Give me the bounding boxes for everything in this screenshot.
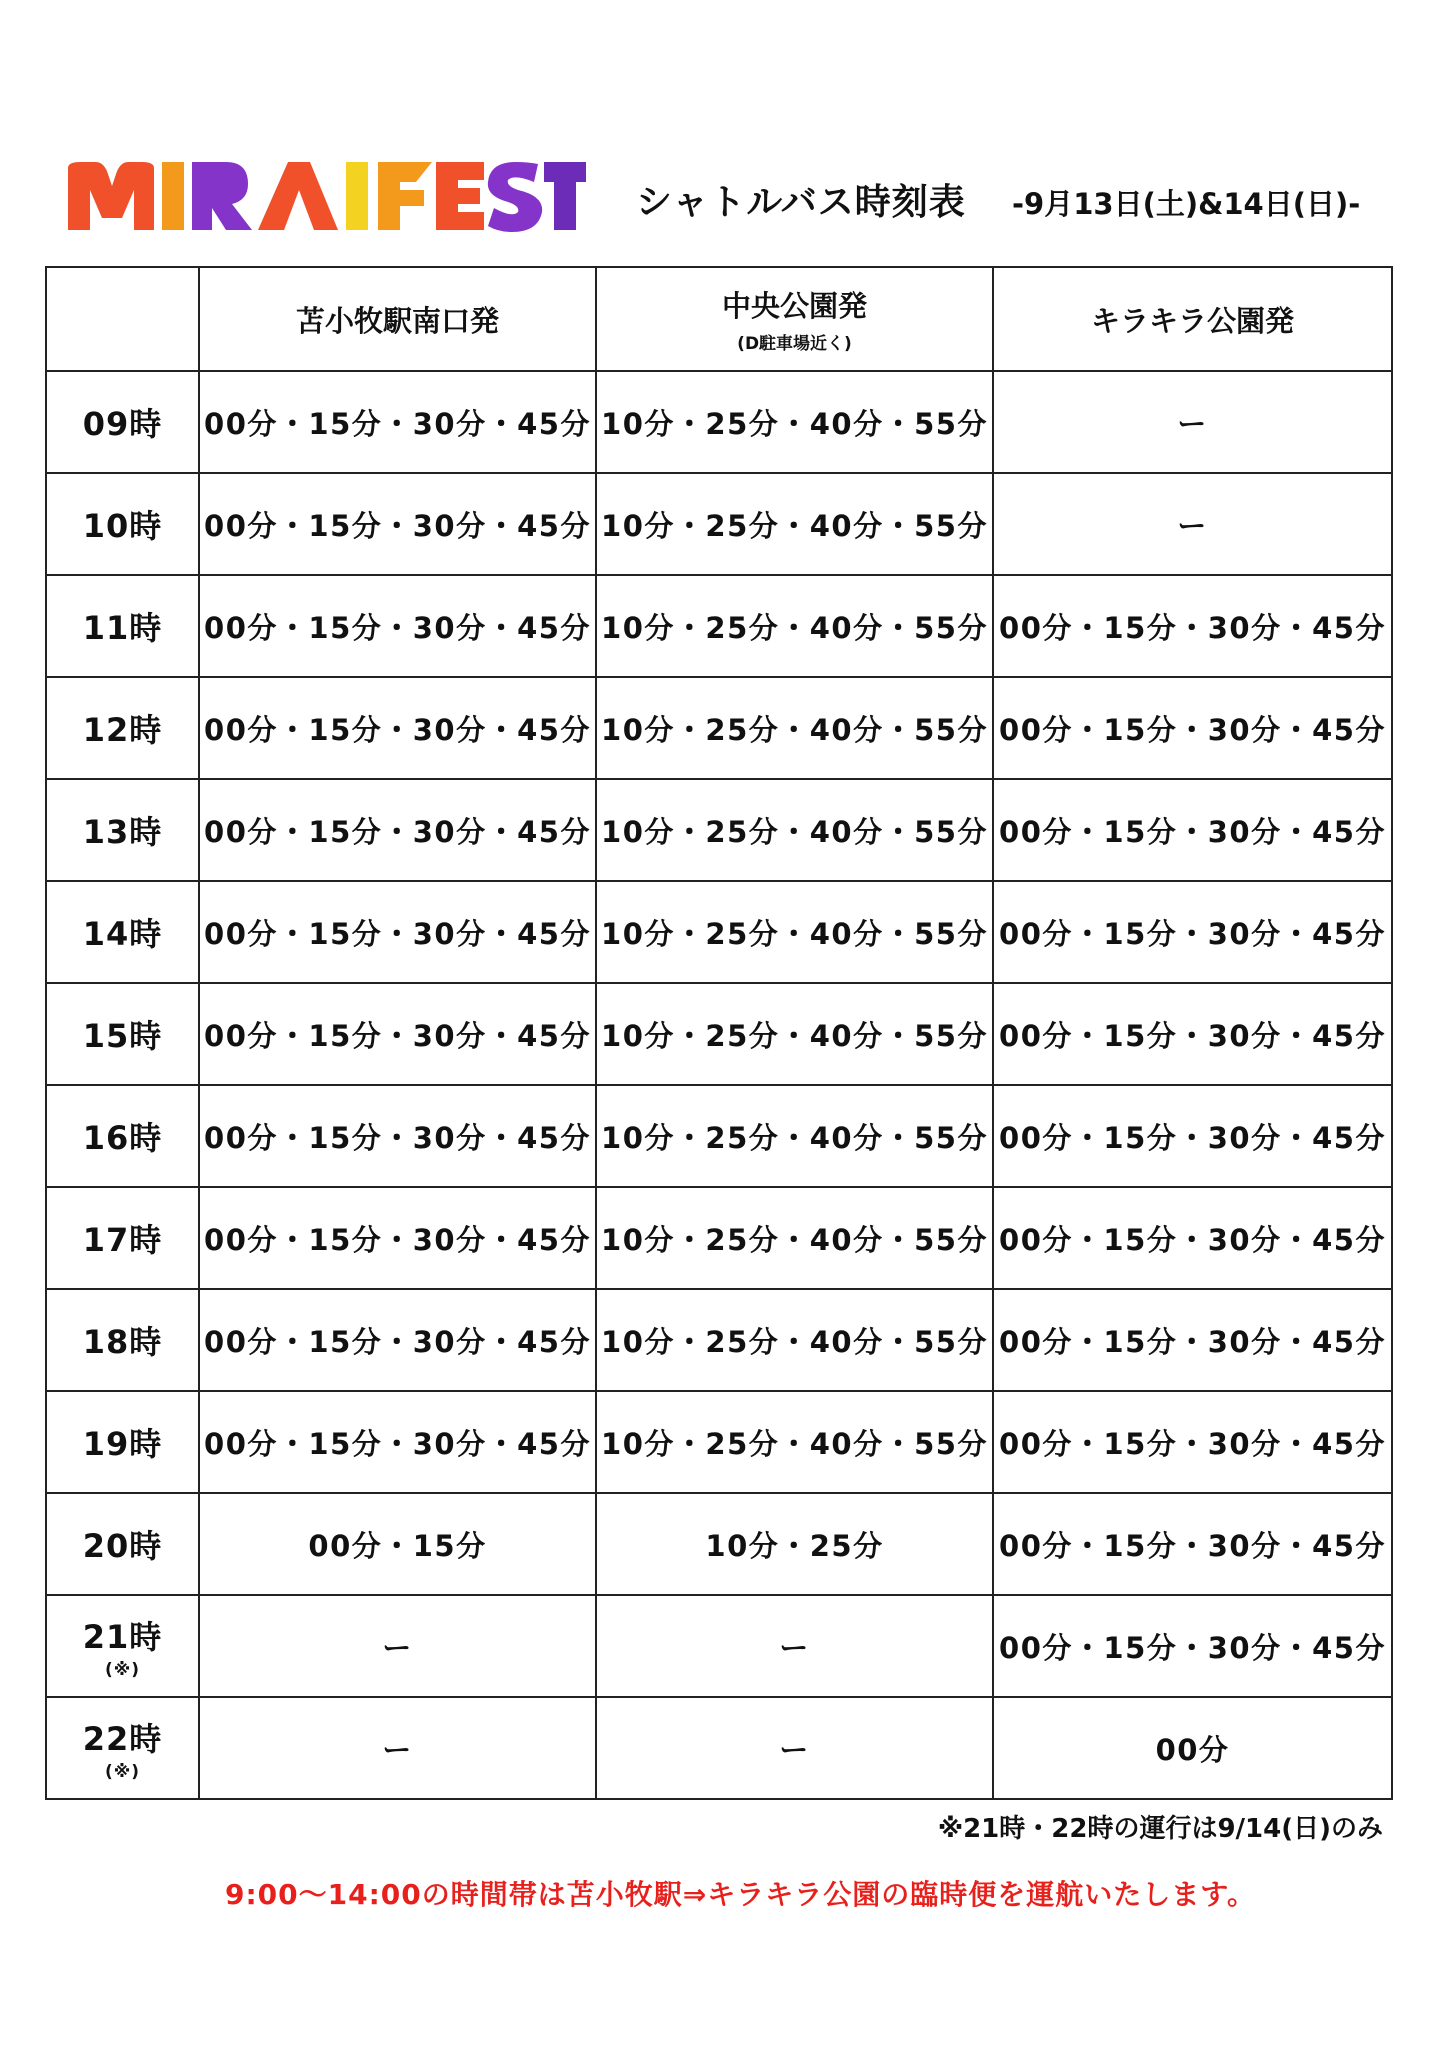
departure-times-cell: 00分・15分・30分・45分: [199, 677, 596, 779]
departure-times-cell: 10分・25分・40分・55分: [596, 881, 993, 983]
hour-label: 10時: [82, 507, 163, 545]
event-dates: -9月13日(土)&14日(日)-: [1012, 187, 1361, 221]
header-kirakira-park: [993, 267, 1392, 371]
header-tomakomai-station: [199, 267, 596, 371]
hour-label: 11時: [82, 609, 163, 647]
departure-times-cell: 00分・15分・30分・45分: [199, 1085, 596, 1187]
departure-times-cell: 00分・15分・30分・45分: [199, 473, 596, 575]
table-row: [46, 1187, 1392, 1289]
hour-cell: [46, 1085, 199, 1187]
departure-times-cell: 10分・25分・40分・55分: [596, 983, 993, 1085]
departure-times-cell: 10分・25分・40分・55分: [596, 677, 993, 779]
hour-cell: [46, 677, 199, 779]
hour-cell: [46, 1493, 199, 1595]
departure-times-cell: 00分・15分・30分・45分: [993, 575, 1392, 677]
header-corner-cell: [46, 267, 199, 371]
departure-times-cell: 00分・15分・30分・45分: [993, 1085, 1392, 1187]
hour-cell: [46, 1187, 199, 1289]
timetable-header-row: [46, 267, 1392, 371]
column-sublabel: (D駐車場近く): [737, 334, 852, 354]
hour-cell: [46, 1697, 199, 1799]
hour-cell: [46, 371, 199, 473]
table-row: [46, 1493, 1392, 1595]
table-row: [46, 881, 1392, 983]
hour-cell: [46, 1391, 199, 1493]
departure-times-cell: 00分・15分・30分・45分: [199, 983, 596, 1085]
departure-times-cell: ー: [596, 1595, 993, 1697]
hour-cell: [46, 1595, 199, 1697]
departure-times-cell: 00分・15分・30分・45分: [199, 575, 596, 677]
table-row: [46, 1391, 1392, 1493]
hour-label: 21時: [82, 1618, 163, 1656]
departure-times-cell: ー: [993, 473, 1392, 575]
departure-times-cell: 10分・25分・40分・55分: [596, 1391, 993, 1493]
table-row: [46, 1697, 1392, 1799]
hour-label: 09時: [82, 405, 163, 443]
footnote: ※21時・22時の運行は9/14(日)のみ: [937, 1814, 1383, 1844]
departure-times-cell: ー: [199, 1697, 596, 1799]
hour-label: 12時: [82, 711, 163, 749]
departure-times-cell: 00分・15分・30分・45分: [993, 1187, 1392, 1289]
hour-cell: [46, 983, 199, 1085]
column-label: キラキラ公園発: [1090, 303, 1294, 338]
hour-label: 13時: [82, 813, 163, 851]
table-row: [46, 1289, 1392, 1391]
page-title: シャトルバス時刻表: [636, 182, 966, 223]
departure-times-cell: 10分・25分・40分・55分: [596, 473, 993, 575]
table-row: [46, 473, 1392, 575]
hour-label: 22時: [82, 1720, 163, 1758]
column-label: 中央公園発: [721, 289, 867, 323]
departure-times-cell: 10分・25分・40分・55分: [596, 779, 993, 881]
timetable-body: [46, 371, 1392, 1799]
departure-times-cell: 10分・25分・40分・55分: [596, 1187, 993, 1289]
departure-times-cell: 00分・15分・30分・45分: [199, 371, 596, 473]
departure-times-cell: 10分・25分: [596, 1493, 993, 1595]
table-row: [46, 371, 1392, 473]
departure-times-cell: 00分・15分・30分・45分: [199, 1289, 596, 1391]
table-row: [46, 575, 1392, 677]
hour-label: 19時: [82, 1425, 163, 1463]
departure-times-cell: ー: [993, 371, 1392, 473]
table-row: [46, 779, 1392, 881]
hour-cell: [46, 881, 199, 983]
departure-times-cell: 00分・15分・30分・45分: [199, 881, 596, 983]
table-row: [46, 983, 1392, 1085]
departure-times-cell: ー: [199, 1595, 596, 1697]
departure-times-cell: 00分・15分・30分・45分: [199, 1391, 596, 1493]
departure-times-cell: 00分・15分・30分・45分: [199, 779, 596, 881]
departure-times-cell: 10分・25分・40分・55分: [596, 1085, 993, 1187]
departure-times-cell: 00分・15分・30分・45分: [993, 1289, 1392, 1391]
header-central-park: [596, 267, 993, 371]
table-row: [46, 1595, 1392, 1697]
hour-label: 20時: [82, 1527, 163, 1565]
extra-service-notice: 9:00～14:00の時間帯は苫小牧駅⇒キラキラ公園の臨時便を運航いたします。: [225, 1878, 1256, 1911]
timetable: [45, 266, 1393, 1800]
departure-times-cell: ー: [596, 1697, 993, 1799]
hour-label: 16時: [82, 1119, 163, 1157]
column-label: 苫小牧駅南口発: [295, 303, 499, 338]
hour-label: 18時: [82, 1323, 163, 1361]
departure-times-cell: 00分・15分・30分・45分: [993, 1493, 1392, 1595]
departure-times-cell: 00分・15分・30分・45分: [993, 779, 1392, 881]
departure-times-cell: 00分・15分: [199, 1493, 596, 1595]
hour-label: 14時: [82, 915, 163, 953]
departure-times-cell: 00分・15分・30分・45分: [993, 677, 1392, 779]
departure-times-cell: 10分・25分・40分・55分: [596, 1289, 993, 1391]
departure-times-cell: 10分・25分・40分・55分: [596, 371, 993, 473]
hour-label: 15時: [82, 1017, 163, 1055]
hour-cell: [46, 473, 199, 575]
table-row: [46, 677, 1392, 779]
miraifest-logo: [66, 160, 586, 232]
departure-times-cell: 00分・15分・30分・45分: [993, 983, 1392, 1085]
hour-note-mark: (※): [104, 1762, 141, 1782]
hour-cell: [46, 1289, 199, 1391]
departure-times-cell: 00分・15分・30分・45分: [993, 881, 1392, 983]
departure-times-cell: 10分・25分・40分・55分: [596, 575, 993, 677]
hour-cell: [46, 575, 199, 677]
departure-times-cell: 00分・15分・30分・45分: [199, 1187, 596, 1289]
hour-cell: [46, 779, 199, 881]
table-row: [46, 1085, 1392, 1187]
departure-times-cell: 00分・15分・30分・45分: [993, 1391, 1392, 1493]
departure-times-cell: 00分: [993, 1697, 1392, 1799]
hour-label: 17時: [82, 1221, 163, 1259]
departure-times-cell: 00分・15分・30分・45分: [993, 1595, 1392, 1697]
hour-note-mark: (※): [104, 1660, 141, 1680]
